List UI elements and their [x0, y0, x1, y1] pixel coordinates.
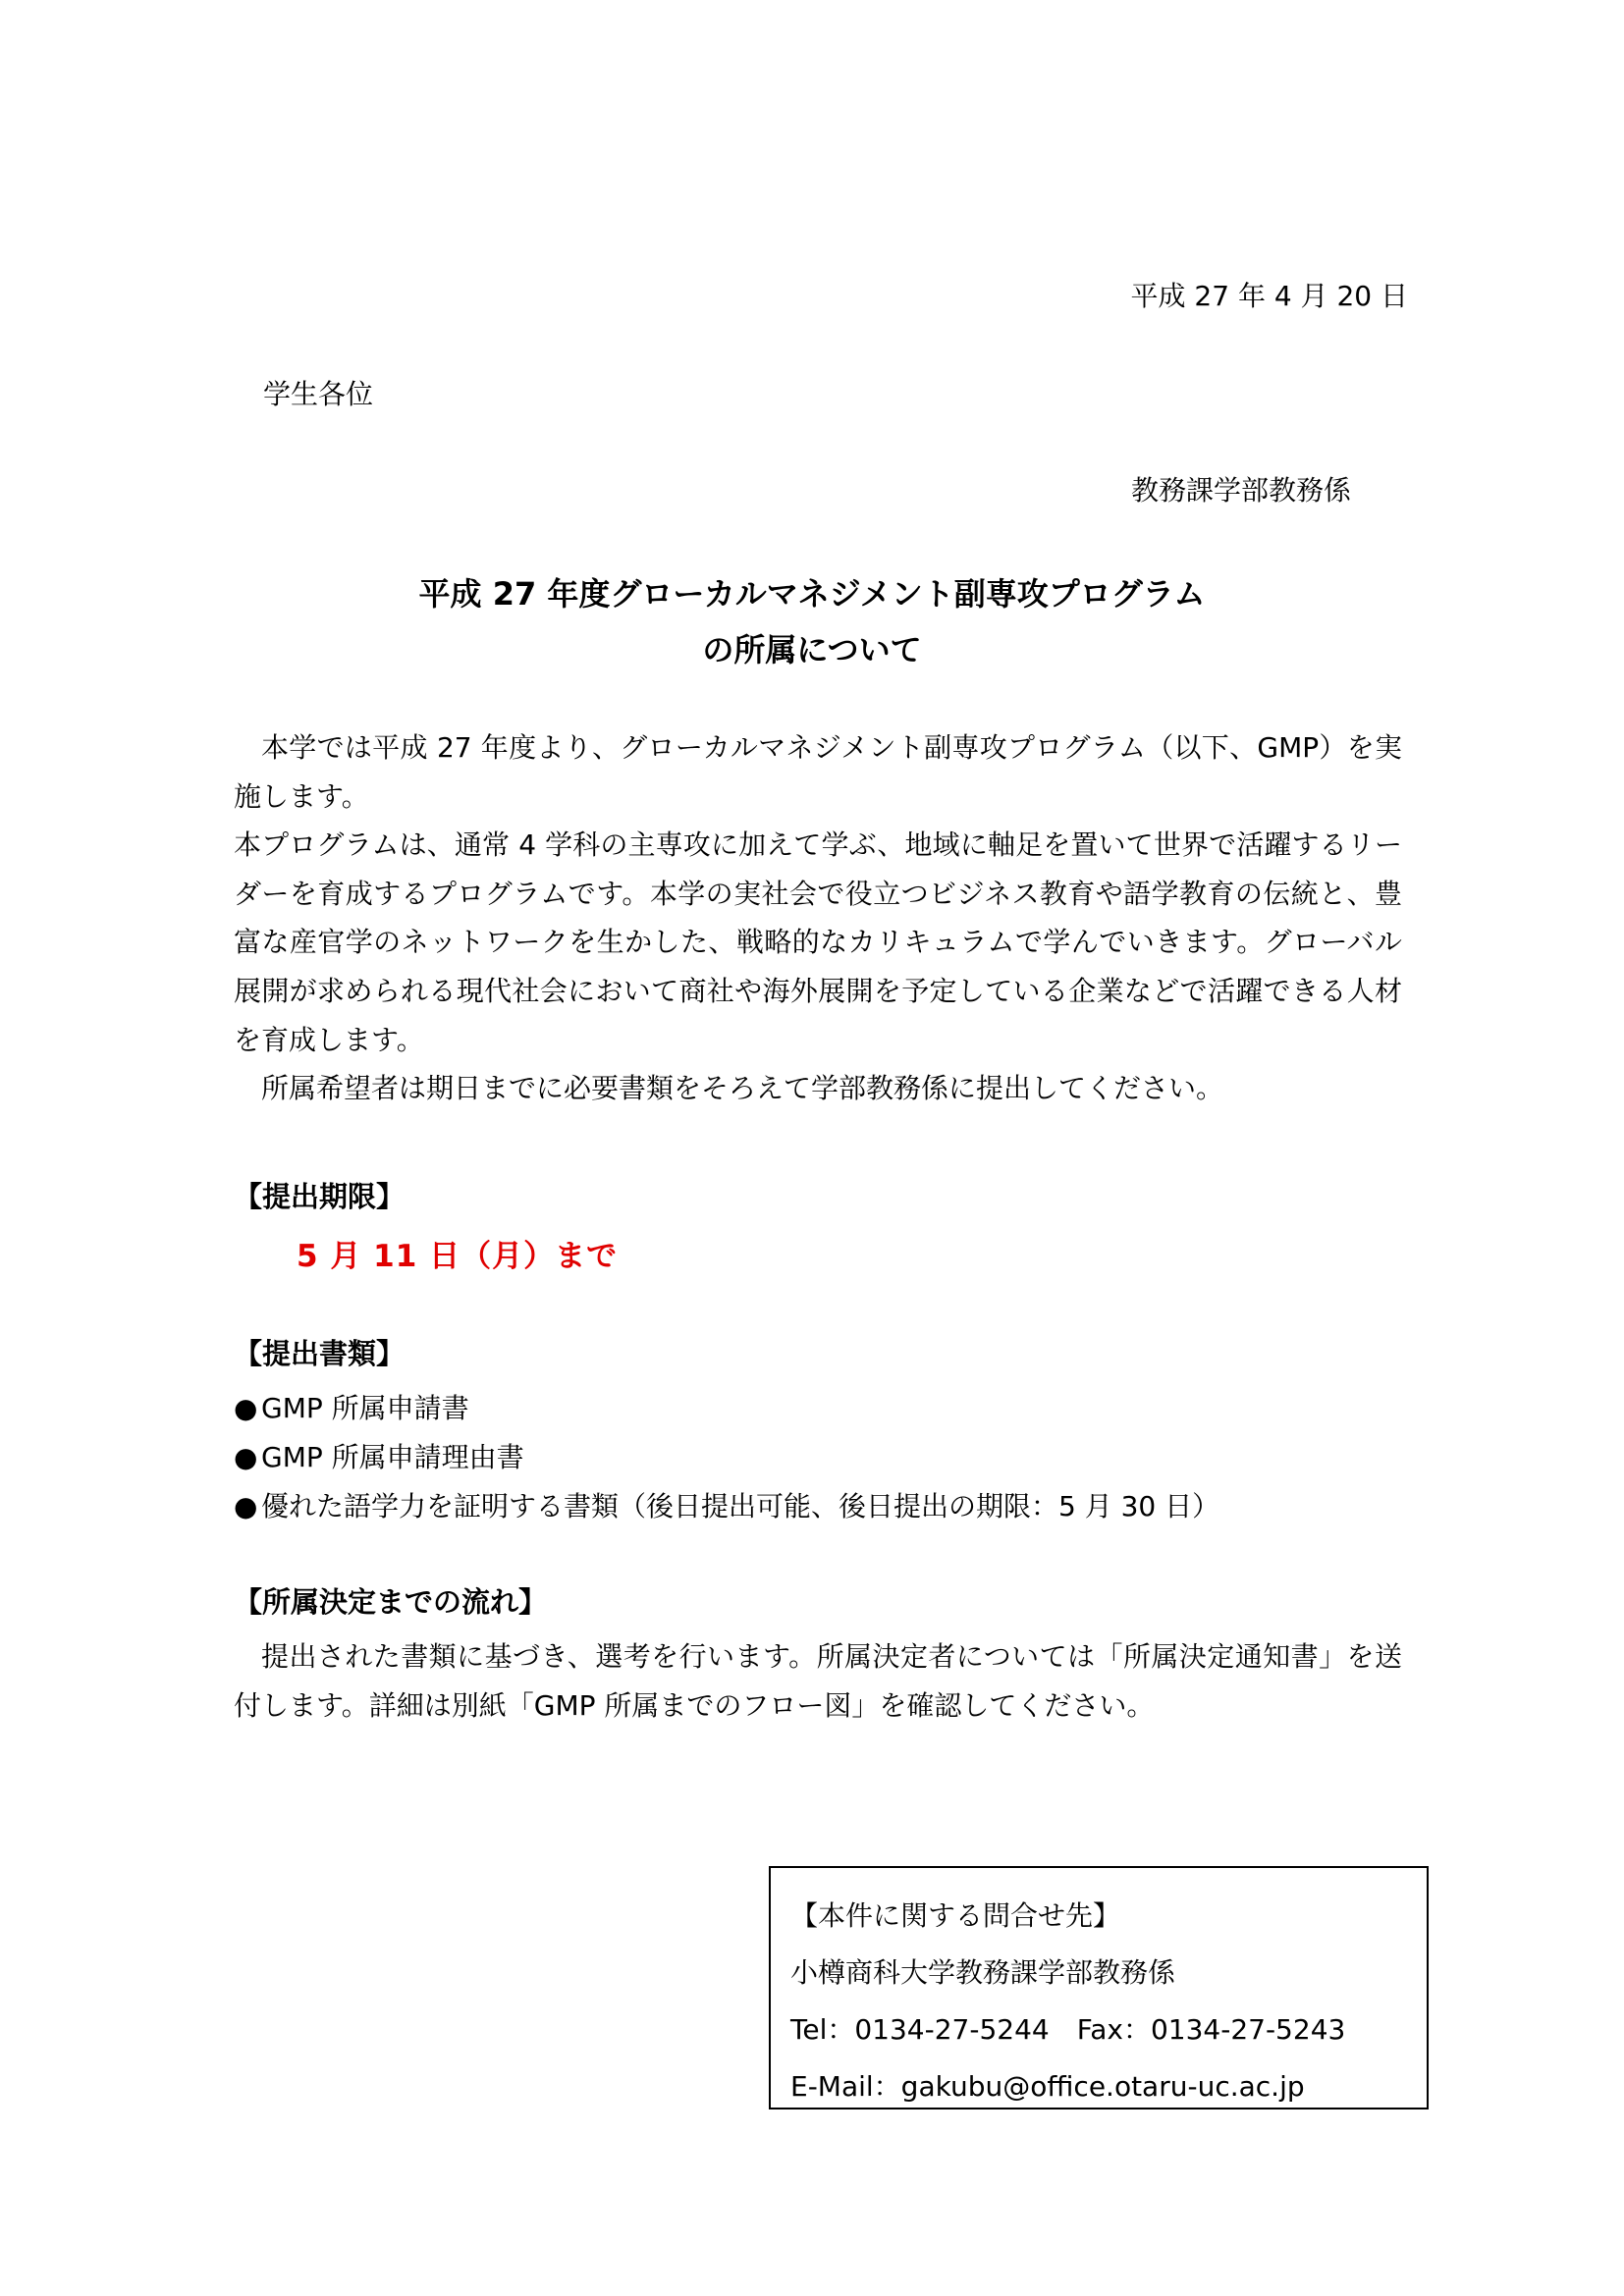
bullet-icon: ● — [234, 1490, 258, 1522]
intro-paragraph-1: 本学では平成 27 年度より、グローカルマネジメント副専攻プログラム（以下、GMP）を実施します。 — [234, 731, 1402, 813]
bullet-icon: ● — [234, 1441, 258, 1473]
deadline-heading: 【提出期限】 — [234, 1180, 406, 1213]
document-title-line-1: 平成 27 年度グローカルマネジメント副専攻プログラム — [418, 575, 1206, 613]
intro-paragraph-2: 本プログラムは、通常 4 学科の主専攻に加えて学ぶ、地域に軸足を置いて世界で活躍するリーダーを育成するプログラムです。本学の実社会で役立つビジネス教育や語学教育の伝統と、豊富な産官学のネットワークを生かした、戦略的なカリキュラムで学んでいきます。グローバル展開が求められる現代社会において商社や海外展開を予定している企業などで活躍できる人材を育成します。 — [234, 828, 1402, 1056]
contact-box — [769, 1866, 1429, 2109]
contact-phone-fax: Tel：0134-27-5244 Fax：0134-27-5243 — [790, 2013, 1346, 2046]
document-item-label: 優れた語学力を証明する書類（後日提出可能、後日提出の期限：5 月 30 日） — [261, 1490, 1220, 1522]
document-item-label: GMP 所属申請理由書 — [261, 1441, 524, 1473]
sender-department: 教務課学部教務係 — [1130, 474, 1351, 507]
list-item — [234, 1384, 1219, 1433]
addressee: 学生各位 — [263, 378, 374, 410]
intro-paragraph-3: 所属希望者は期日までに必要書類をそろえて学部教務係に提出してください。 — [261, 1072, 1224, 1105]
list-item — [234, 1433, 1219, 1482]
intro-section — [234, 723, 1402, 1113]
flow-paragraph: 提出された書類に基づき、選考を行います。所属決定者については「所属決定通知書」を送付します。詳細は別紙「GMP 所属までのフロー図」を確認してください。 — [234, 1640, 1402, 1722]
contact-email: E-Mail：gakubu@office.otaru-uc.ac.jp — [790, 2070, 1305, 2103]
deadline-value: 5 月 11 日（月）まで — [297, 1239, 619, 1274]
documents-list — [234, 1384, 1219, 1531]
document-item-label: GMP 所属申請書 — [261, 1392, 469, 1424]
document-date: 平成 27 年 4 月 20 日 — [1130, 280, 1408, 312]
documents-heading: 【提出書類】 — [234, 1337, 406, 1370]
bullet-icon: ● — [234, 1392, 258, 1424]
contact-office: 小樽商科大学教務課学部教務係 — [790, 1956, 1176, 1989]
document-title-line-2: の所属について — [702, 631, 922, 668]
list-item — [234, 1482, 1219, 1531]
flow-heading: 【所属決定までの流れ】 — [234, 1585, 548, 1619]
contact-heading: 【本件に関する問合せ先】 — [790, 1899, 1121, 1932]
